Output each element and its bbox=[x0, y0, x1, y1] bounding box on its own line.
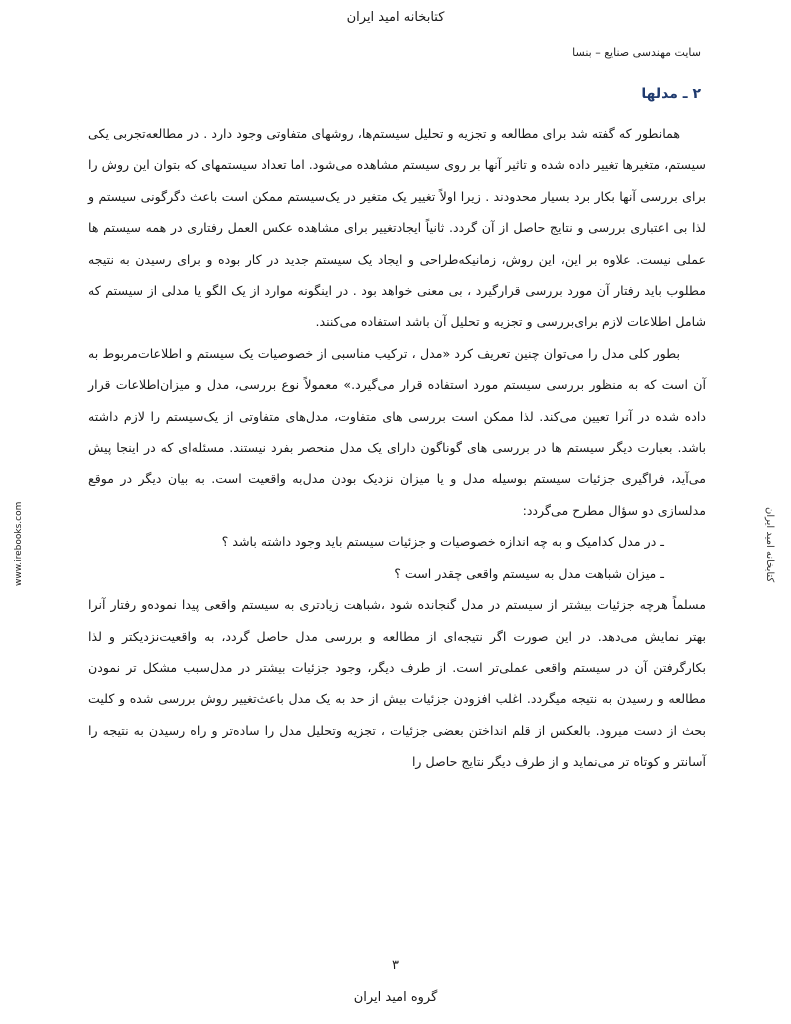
paragraph: مسلماً هرچه جزئیات بیشتر از سیستم در مدل گنجانده شود ،شباهت زیادتری به سیستم واقعی پیدا نموده‌و رفتار آنرا بهتر نمایش می‌دهد. در این صورت اگر نتیجه‌ای از مطالعه و بررسی مدل حاصل گردد، به واقعیت‌نزدیکتر و لذا بکارگرفتن آن در سیستم واقعی عملی‌تر است. از طرف دیگر، وجود جزئیات بیشتر در مدل‌سبب مشکل تر نمودن مطالعه و رسیدن به نتیجه میگردد. اغلب افزودن جزئیات بیش از حد به یک مدل باعث‌تغییر روش بررسی شده و کلیت بحث از دست میرود. بالعکس از قلم انداختن بعضی جزئیات ، تجزیه وتحلیل مدل را ساده‌تر و راه رسیدن به نتیجه را آسانتر و کوتاه تر می‌نماید و از طرف دیگر نتایج حاصل را bbox=[88, 597, 706, 770]
header-subtitle: سایت مهندسی صنایع – بنسا bbox=[572, 46, 701, 59]
footer-text: گروه امید ایران bbox=[353, 990, 438, 1005]
side-watermark-url: www.irebooks.com bbox=[14, 501, 24, 586]
page-number: ۳ bbox=[392, 958, 399, 973]
header-title: کتابخانه امید ایران bbox=[346, 10, 445, 25]
bullet-question: ـ میزان شباهت مدل به سیستم واقعی چقدر است ؟ bbox=[394, 565, 664, 581]
bullet-question: ـ در مدل کدامیک و به چه اندازه خصوصیات و جزئیات سیستم باید وجود داشته باشد ؟ bbox=[221, 534, 664, 550]
section-heading: ۲ ـ مدلها bbox=[641, 86, 701, 102]
side-watermark-library: کتابخانه امید ایران bbox=[764, 506, 775, 582]
paragraph: بطور کلی مدل را می‌توان چنین تعریف کرد «مدل ، ترکیب مناسبی از خصوصیات یک سیستم و اطلاعات‌مربوط به آن است که به منظور بررسی سیستم مورد استفاده قرار می‌گیرد.» معمولاً نوع بررسی، مدل و میزان‌اطلاعات قرار داده شده در آنرا تعیین می‌کند. لذا ممکن است بررسی های متفاوت، مدل‌های متفاوتی از یک‌سیستم را لازم داشته باشد. بعبارت دیگر سیستم ها در بررسی های گوناگون دارای یک مدل منحصر بفرد نیستند. مسئله‌ای که در اینجا پیش می‌آید، فراگیری جزئیات سیستم بوسیله مدل و یا میزان نزدیک بودن مدل‌به واقعیت است. به بیان دیگر در موقع مدلسازی دو سؤال مطرح می‌گردد: bbox=[88, 345, 706, 518]
paragraph: همانطور که گفته شد برای مطالعه و تجزیه و تحلیل سیستم‌ها، روشهای متفاوتی وجود دارد . در مطالعه‌تجربی یکی سیستم، متغیرها تغییر داده شده و تاثیر آنها بر روی سیستم مشاهده می‌شود. اما تعداد سیستمهای که بتوان این روش را برای بررسی آنها بکار برد بسیار محدودند . زیرا اولاً تغییر یک متغیر در یک‌سیستم ممکن است باعث دگرگونی سیستم و لذا بی اعتباری بررسی و نتایج حاصل از آن گردد. ثانیاً ایجادتغییر برای مشاهده عکس العمل رفتاری در همه سیستم ها عملی نیست. علاوه بر این، این روش، زمانیکه‌طراحی و ایجاد یک سیستم جدید در کار بوده و برای رسیدن به نتیجه مطلوب باید رفتار آن مورد بررسی قرارگیرد ، بی معنی خواهد بود . در اینگونه موارد از یک الگو یا مدلی از سیستم که شامل اطلاعات لازم برای‌بررسی و تجزیه و تحلیل آن باشد استفاده می‌کنند. bbox=[88, 126, 706, 330]
body-text bbox=[88, 118, 706, 778]
